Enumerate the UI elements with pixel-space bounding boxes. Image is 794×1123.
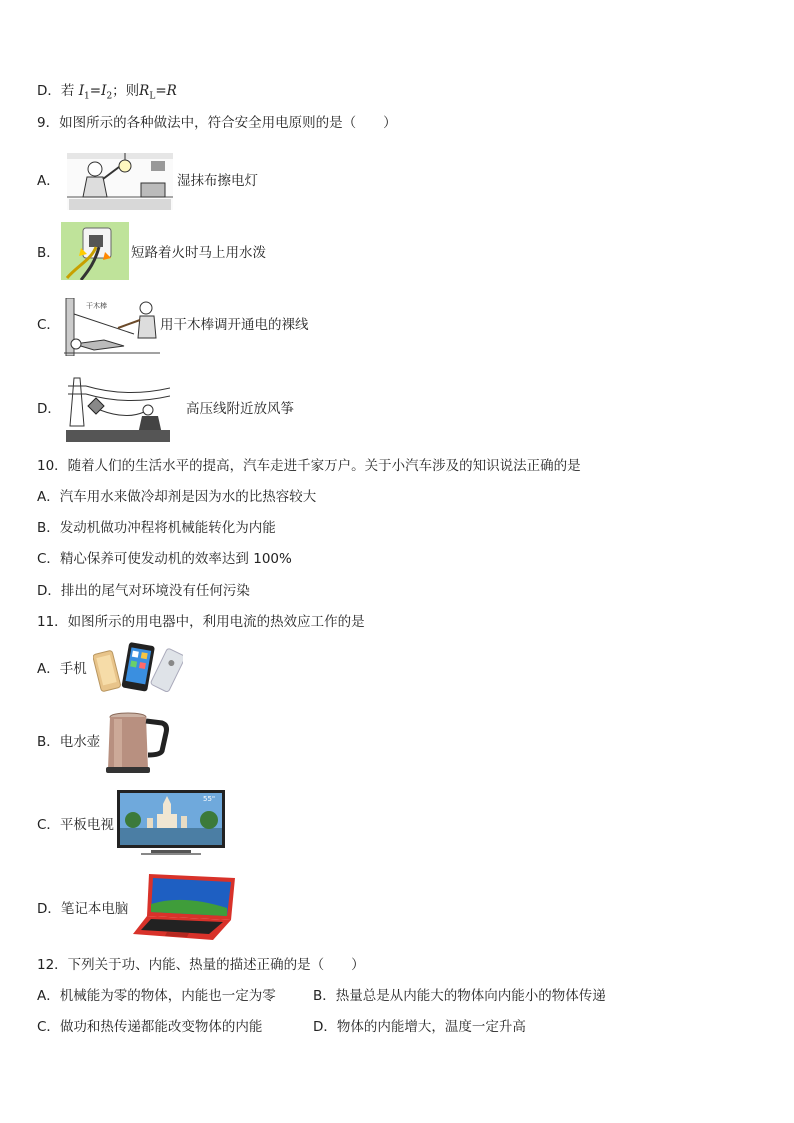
q11-option-a-label[interactable]: A．手机 bbox=[37, 661, 87, 677]
q8-d-prefix: 若 bbox=[60, 83, 75, 99]
q9-option-b-label[interactable]: B． bbox=[37, 245, 60, 261]
q12-option-d[interactable]: D．物体的内能增大，温度一定升高 bbox=[313, 1019, 526, 1035]
q10-option-c[interactable]: C．精心保养可使发动机的效率达到 100% bbox=[37, 551, 292, 567]
q9-option-a-label[interactable]: A． bbox=[37, 173, 60, 189]
q12-option-c[interactable]: C．做功和热传递都能改变物体的内能 bbox=[37, 1019, 263, 1035]
wooden-stick-rescue-illustration bbox=[64, 298, 160, 356]
flat-tv-photo bbox=[117, 790, 225, 856]
q9-option-a-text: 湿抹布擦电灯 bbox=[177, 173, 258, 189]
kite-near-power-line-illustration bbox=[66, 376, 170, 442]
q9-option-b-text: 短路着火时马上用水泼 bbox=[131, 245, 266, 261]
laptop-photo bbox=[133, 872, 239, 942]
q9-option-c-label[interactable]: C． bbox=[37, 317, 60, 333]
q9-stem: 9．如图所示的各种做法中，符合安全用电原则的是（ ） bbox=[37, 115, 397, 131]
q11-option-c-label[interactable]: C．平板电视 bbox=[37, 817, 114, 833]
mobile-phones-photo bbox=[93, 642, 183, 696]
q9-option-c-text: 用干木棒调开通电的裸线 bbox=[160, 317, 309, 333]
q10-stem: 10．随着人们的生活水平的提高，汽车走进千家万户。关于小汽车涉及的知识说法正确的是 bbox=[37, 458, 581, 474]
electric-kettle-photo bbox=[104, 709, 170, 775]
q11-stem: 11．如图所示的用电器中，利用电流的热效应工作的是 bbox=[37, 614, 365, 630]
socket-fire-illustration bbox=[61, 222, 129, 280]
q10-option-d[interactable]: D．排出的尾气对环境没有任何污染 bbox=[37, 583, 250, 599]
q8-d-result: $R_L=R$ bbox=[139, 83, 177, 102]
q9-option-d-text: 高压线附近放风筝 bbox=[186, 401, 294, 417]
wet-cloth-lamp-illustration bbox=[67, 153, 173, 210]
q10-option-a[interactable]: A．汽车用水来做冷却剂是因为水的比热容较大 bbox=[37, 489, 317, 505]
q11-option-d-label[interactable]: D．笔记本电脑 bbox=[37, 901, 129, 917]
q12-option-a[interactable]: A．机械能为零的物体，内能也一定为零 bbox=[37, 988, 276, 1004]
svg-text:干木棒: 干木棒 bbox=[86, 302, 107, 310]
q9-option-d-label[interactable]: D． bbox=[37, 401, 61, 417]
q8-d-condition: $I_1=I_2$ bbox=[78, 83, 113, 102]
q11-option-b-label[interactable]: B．电水壶 bbox=[37, 734, 101, 750]
q8-option-d bbox=[37, 82, 177, 106]
q12-stem: 12．下列关于功、内能、热量的描述正确的是（ ） bbox=[37, 957, 365, 973]
svg-text:55": 55" bbox=[203, 795, 216, 803]
q10-option-b[interactable]: B．发动机做功冲程将机械能转化为内能 bbox=[37, 520, 276, 536]
q12-option-b[interactable]: B．热量总是从内能大的物体向内能小的物体传递 bbox=[313, 988, 606, 1004]
option-label: D． bbox=[37, 83, 61, 99]
q8-d-then: ；则 bbox=[112, 83, 140, 99]
